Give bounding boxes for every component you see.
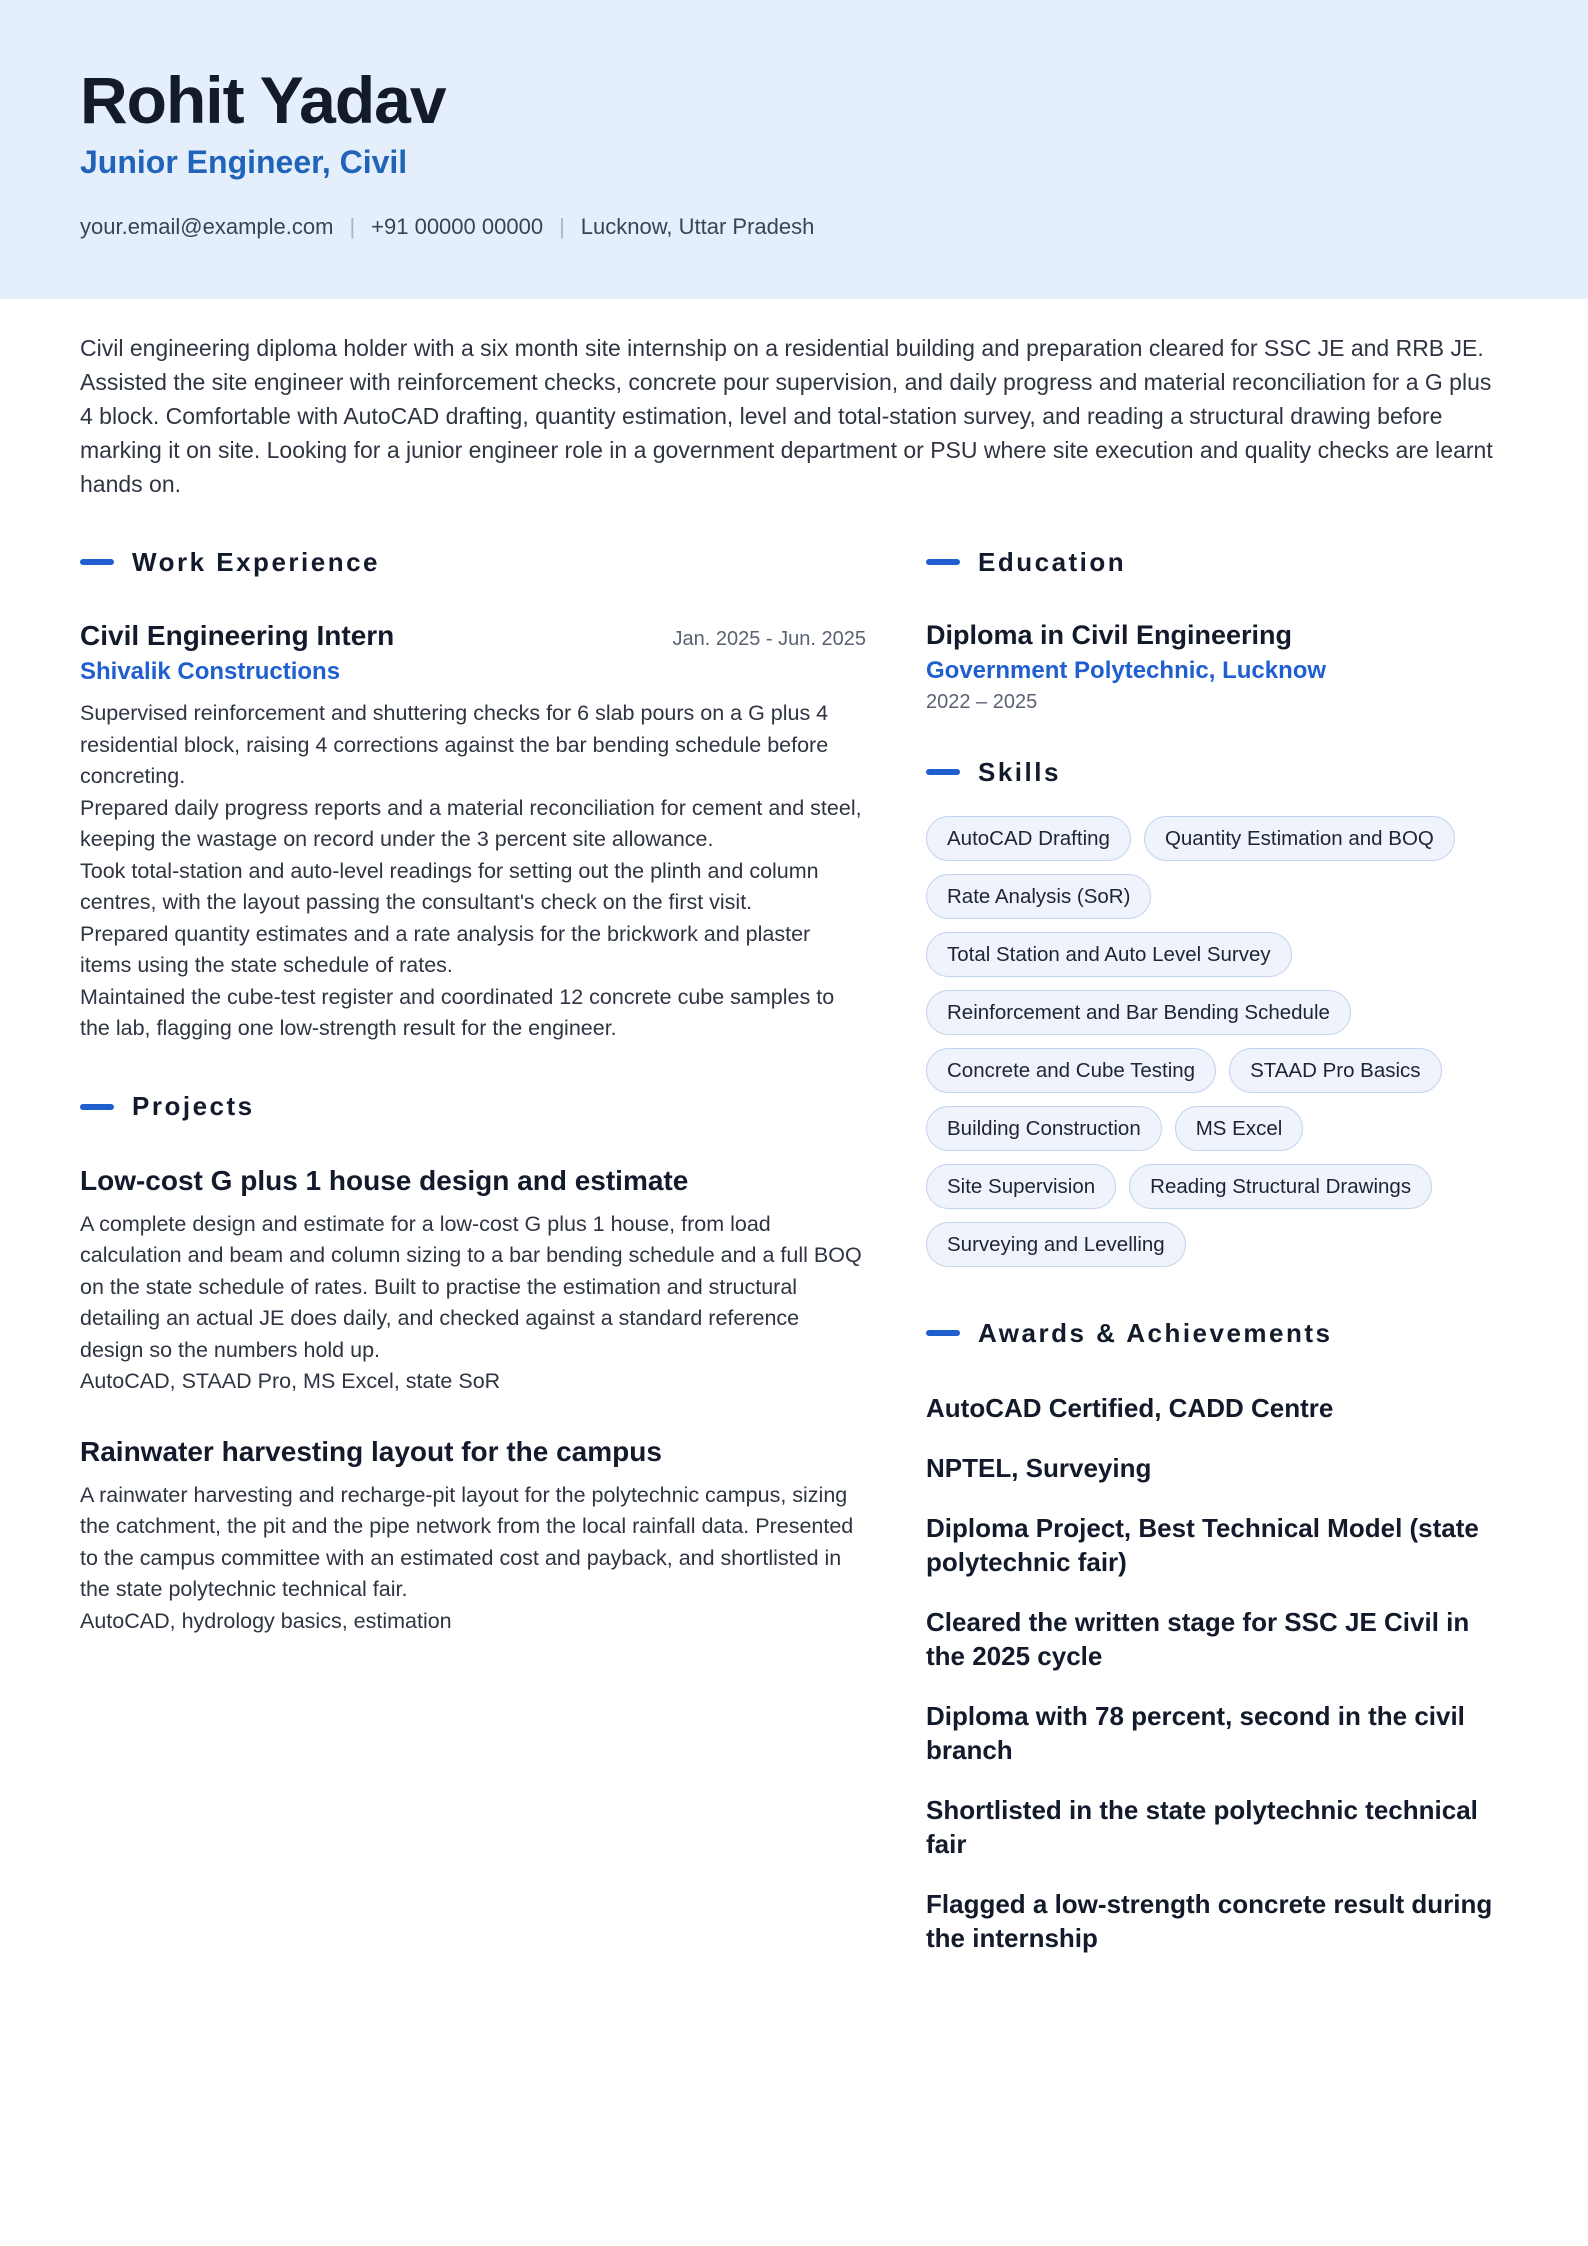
job-bullet: Prepared quantity estimates and a rate analysis for the brickwork and plaster items using the state schedule of rates. — [80, 921, 811, 977]
skill-chip: Total Station and Auto Level Survey — [926, 932, 1292, 977]
job-bullet: Maintained the cube-test register and coordinated 12 concrete cube samples to the lab, flagging one low-strength result for the engineer. — [80, 984, 835, 1040]
award-item: Diploma with 78 percent, second in the civil branch — [926, 1701, 1465, 1765]
skill-chip: Building Construction — [926, 1106, 1162, 1151]
project-tools: AutoCAD, STAAD Pro, MS Excel, state SoR — [80, 1369, 501, 1393]
contact-divider: | — [349, 214, 356, 239]
awards-list — [926, 1391, 1508, 1955]
skill-chip: Reinforcement and Bar Bending Schedule — [926, 990, 1351, 1035]
resume-header — [0, 0, 1588, 299]
education-years: 2022 – 2025 — [926, 691, 1038, 713]
professional-summary: Civil engineering diploma holder with a six month site internship on a residential building and preparation cleared for SSC JE and RRB JE. Assisted the site engineer with reinforcement checks, concrete pour supervision, and daily progress and material reconciliation for a G plus 4 block. Comfortable with AutoCAD drafting, quantity estimation, level and total-station survey, and reading a structural drawing before marking it on site. Looking for a junior engineer role in a government department or PSU where site execution and quality checks are learnt hands on. — [80, 335, 1493, 497]
award-item: Flagged a low-strength concrete result during the internship — [926, 1889, 1493, 1953]
contact-email[interactable]: your.email@example.com — [80, 214, 334, 239]
award-item: Cleared the written stage for SSC JE Civil in the 2025 cycle — [926, 1607, 1470, 1671]
section-accent-bar — [926, 769, 960, 775]
project-tools: AutoCAD, hydrology basics, estimation — [80, 1608, 452, 1633]
skills-list — [926, 816, 1526, 1267]
job-bullet: Supervised reinforcement and shuttering checks for 6 slab pours on a G plus 4 residential block, raising 4 corrections against the bar bending schedule before concreting. — [80, 701, 829, 788]
skill-chip: Site Supervision — [926, 1164, 1116, 1209]
job-dates: Jan. 2025 - Jun. 2025 — [672, 628, 866, 650]
section-title: Projects — [132, 1091, 255, 1121]
awards-heading — [926, 1317, 1508, 1349]
award-item: Diploma Project, Best Technical Model (state polytechnic fair) — [926, 1513, 1479, 1577]
skill-chip: Quantity Estimation and BOQ — [1144, 816, 1455, 861]
job-bullet: Prepared daily progress reports and a material reconciliation for cement and steel, keeping the wastage on record under the 3 percent site allowance. — [80, 795, 862, 851]
job-bullets — [80, 698, 866, 1045]
project-entry — [80, 1436, 866, 1638]
skill-chip: STAAD Pro Basics — [1229, 1048, 1442, 1093]
project-description: A complete design and estimate for a low-cost G plus 1 house, from load calculation and beam and column sizing to a bar bending schedule and a full BOQ on the state schedule of rates. Built to practise the estimation and structural detailing an actual JE does daily, and checked against a standard reference design so the numbers hold up. — [80, 1211, 862, 1362]
skill-chip: Reading Structural Drawings — [1129, 1164, 1432, 1209]
job-bullet: Took total-station and auto-level readings for setting out the plinth and column centres, with the layout passing the consultant's check on the first visit. — [80, 858, 819, 914]
project-title: Low-cost G plus 1 house design and estimate — [80, 1164, 689, 1196]
skill-chip: MS Excel — [1175, 1106, 1304, 1151]
section-title: Education — [978, 546, 1127, 577]
section-title: Awards & Achievements — [978, 1317, 1333, 1348]
job-title: Civil Engineering Intern — [80, 620, 395, 651]
education-school: Government Polytechnic, Lucknow — [926, 657, 1327, 684]
section-accent-bar — [926, 1330, 960, 1336]
contact-line — [80, 214, 814, 240]
skill-chip: AutoCAD Drafting — [926, 816, 1131, 861]
candidate-name: Rohit Yadav — [80, 63, 446, 137]
skill-chip: Rate Analysis (SoR) — [926, 874, 1151, 919]
section-accent-bar — [80, 559, 114, 565]
education-degree: Diploma in Civil Engineering — [926, 620, 1293, 650]
section-title: Skills — [978, 756, 1061, 787]
skill-chip: Concrete and Cube Testing — [926, 1048, 1216, 1093]
skills-heading — [926, 756, 1508, 788]
contact-location: Lucknow, Uttar Pradesh — [580, 214, 815, 239]
section-accent-bar — [926, 559, 960, 565]
job-entry — [80, 620, 866, 1045]
contact-divider: | — [559, 214, 565, 239]
section-title: Work Experience — [132, 546, 381, 577]
project-description: A rainwater harvesting and recharge-pit layout for the polytechnic campus, sizing the catchment, the pit and the pipe network from the local rainfall data. Presented to the campus committee with an estimated cost and payback, and shortlisted in the state polytechnic technical fair. — [80, 1482, 854, 1601]
project-title: Rainwater harvesting layout for the campus — [80, 1435, 662, 1467]
award-item: AutoCAD Certified, CADD Centre — [926, 1393, 1334, 1423]
contact-phone[interactable]: +91 00000 00000 — [371, 214, 544, 239]
projects-heading — [80, 1091, 866, 1123]
job-company: Shivalik Constructions — [80, 658, 341, 685]
award-item: NPTEL, Surveying — [926, 1453, 1152, 1483]
skill-chip: Surveying and Levelling — [926, 1222, 1186, 1267]
project-entry — [80, 1165, 866, 1398]
candidate-role: Junior Engineer, Civil — [80, 144, 408, 180]
left-column — [80, 546, 866, 1637]
section-accent-bar — [80, 1104, 114, 1110]
work-experience-heading — [80, 546, 866, 578]
right-column — [926, 546, 1508, 1981]
education-heading — [926, 546, 1508, 578]
award-item: Shortlisted in the state polytechnic technical fair — [926, 1795, 1478, 1859]
